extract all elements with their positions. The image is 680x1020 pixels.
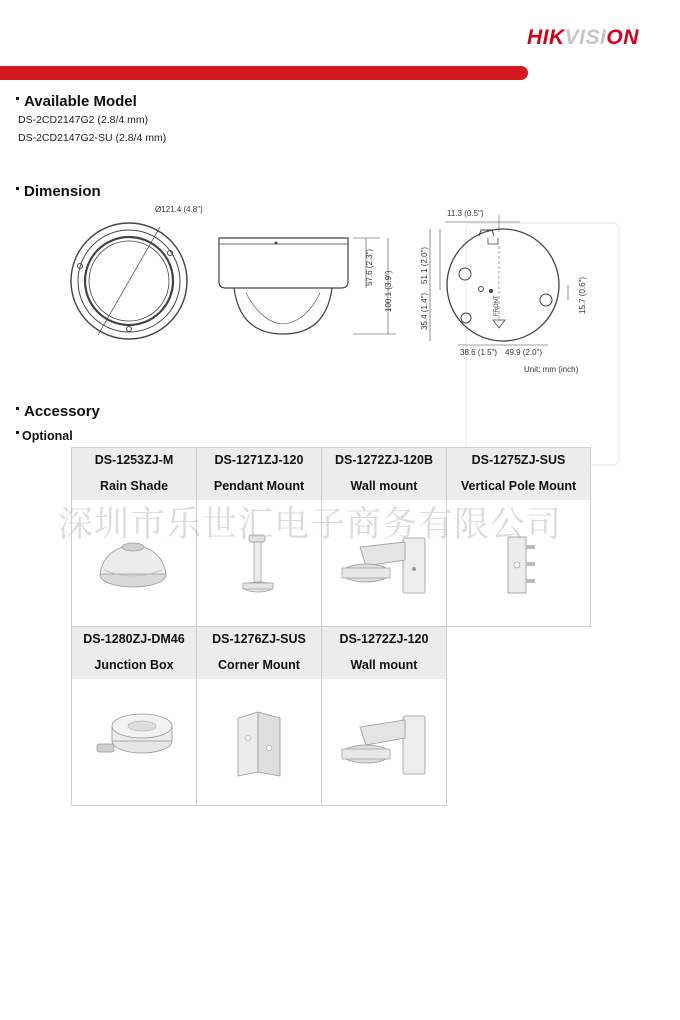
model-line-2: DS-2CD2147G2-SU (2.8/4 mm) (18, 132, 167, 144)
logo-tail-text: ON (606, 26, 639, 49)
accessory-code: DS-1276ZJ-SUS (212, 632, 306, 646)
optional-label: Optional (22, 429, 73, 443)
dimension-title: Dimension (24, 183, 101, 200)
accessory-name: Wall mount (350, 479, 418, 493)
accessory-code: DS-1253ZJ-M (94, 453, 174, 467)
base-top-offset-label: 11.3 (0.5") (447, 209, 484, 218)
height-total-label: 100.1 (3.9") (384, 270, 393, 312)
accessory-name: Rain Shade (99, 479, 169, 493)
height-top-label: 57.6 (2.3") (365, 248, 374, 286)
junction-box-image (97, 714, 172, 753)
accessory-code: DS-1272ZJ-120 (339, 632, 429, 646)
rain-shade-image (100, 543, 166, 587)
accessory-name: Pendant Mount (213, 479, 305, 493)
available-model-title: Available Model (24, 93, 137, 110)
base-left-width-label: 38.6 (1.5") (460, 348, 498, 357)
logo-red-text: HIK (527, 26, 565, 49)
accessory-code: DS-1280ZJ-DM46 (83, 632, 185, 646)
diameter-label: Ø121.4 (4.8") (155, 205, 203, 214)
accessory-code: DS-1272ZJ-120B (335, 453, 433, 467)
wall-mount-image (342, 716, 425, 774)
logo-blurred-text: VISI (564, 26, 607, 49)
base-right-label: 15.7 (0.6") (578, 276, 587, 314)
accessory-name: Vertical Pole Mount (460, 479, 577, 493)
accessory-name: Junction Box (94, 658, 174, 672)
front-mark-label: FRONT (494, 295, 500, 316)
accessory-name: Corner Mount (218, 658, 300, 672)
corner-mount-image (238, 712, 280, 776)
accessory-name: Wall mount (350, 658, 418, 672)
watermark-text: 深圳市乐世汇电子商务有限公司 (58, 505, 563, 545)
base-right-width-label: 49.9 (2.0") (505, 348, 543, 357)
accessory-code: DS-1275ZJ-SUS (471, 453, 566, 467)
base-lower-label: 35.4 (1.4") (420, 292, 429, 330)
unit-note: Unit: mm (inch) (524, 365, 579, 374)
accessory-title: Accessory (24, 403, 100, 420)
model-line-1: DS-2CD2147G2 (2.8/4 mm) (18, 114, 149, 126)
base-upper-label: 51.1 (2.0") (420, 246, 429, 284)
accessory-code: DS-1271ZJ-120 (214, 453, 304, 467)
